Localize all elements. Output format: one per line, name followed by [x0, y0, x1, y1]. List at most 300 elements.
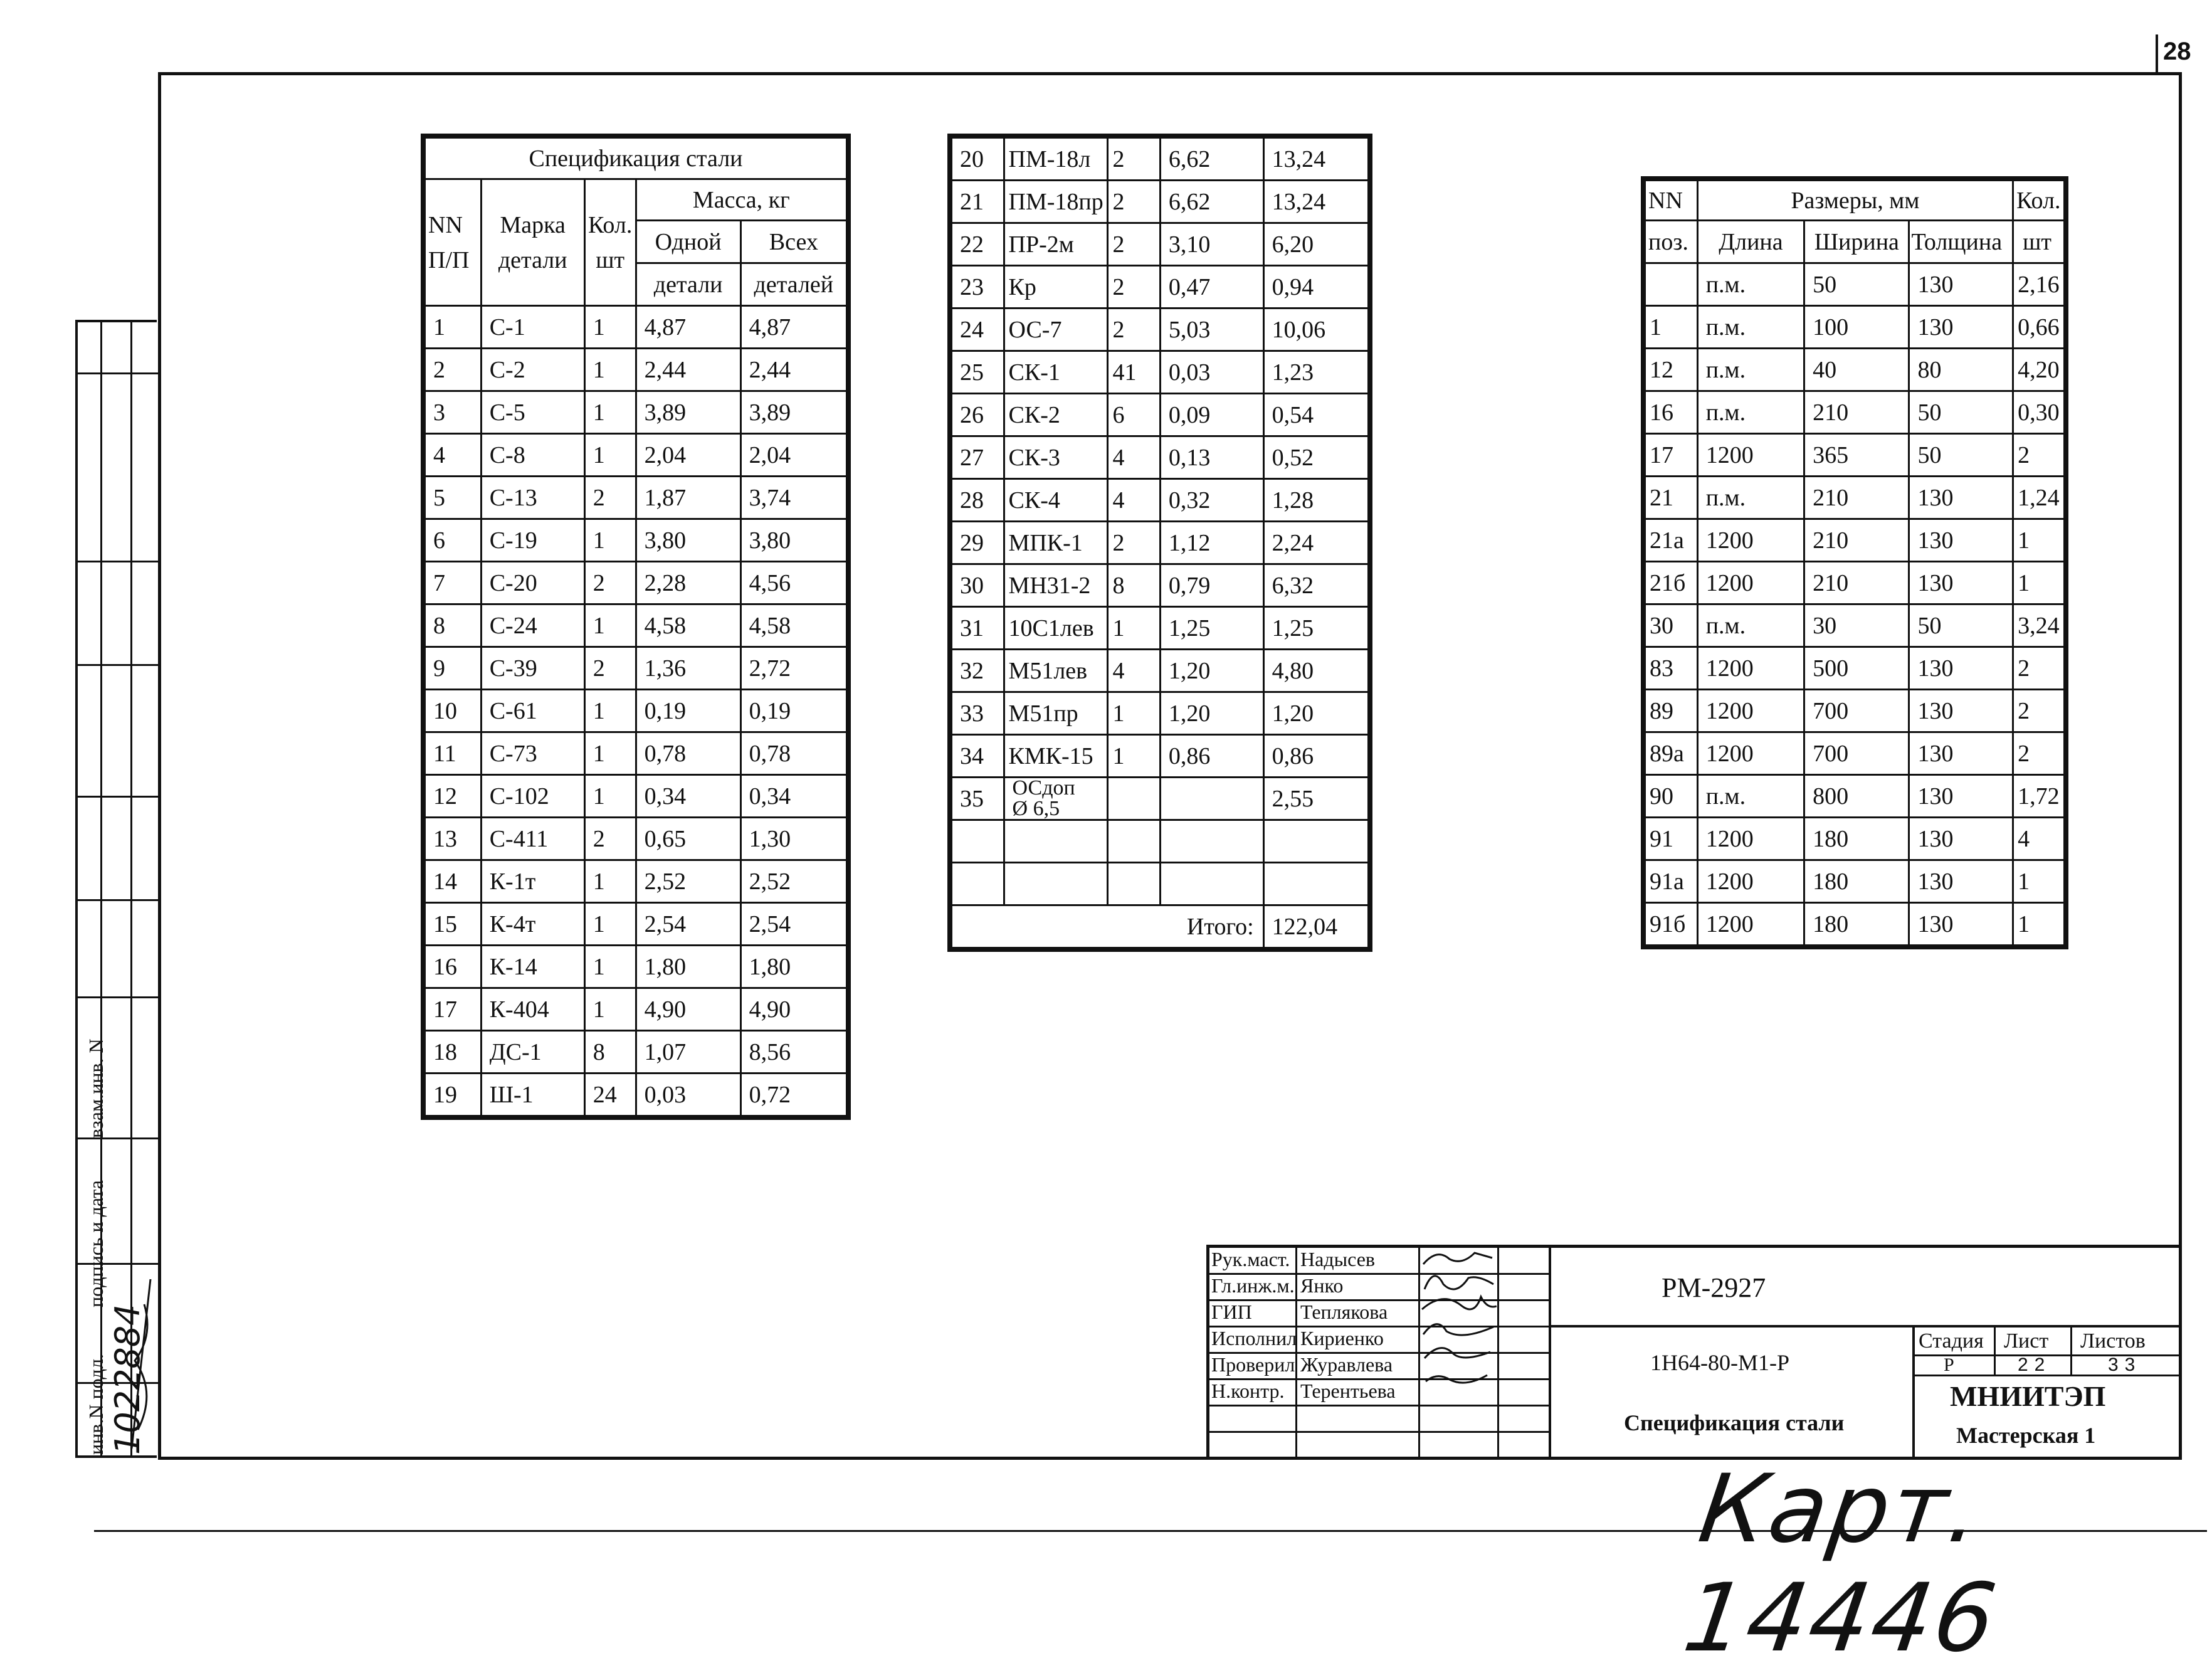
row35-mark: ОСдоп Ø 6,5: [1004, 778, 1108, 820]
table-row: [425, 946, 847, 988]
table-cell: К-404: [481, 988, 584, 1031]
table-cell: 28: [952, 479, 1004, 522]
table-cell: 50: [1909, 434, 2013, 477]
table-cell: п.м.: [1697, 604, 1804, 647]
table-cell: 3,89: [740, 391, 846, 434]
empty-cell: [1004, 820, 1108, 863]
table-cell: 0,79: [1160, 564, 1263, 607]
table-cell: 30: [952, 564, 1004, 607]
strip-line: [78, 372, 159, 374]
table-cell: 2: [1108, 309, 1160, 351]
table-cell: КМК-15: [1004, 735, 1108, 778]
table-cell: 3,80: [740, 519, 846, 562]
table-cell: 1200: [1697, 690, 1804, 732]
header-nn: NN П/П: [425, 179, 482, 306]
table-row: [425, 391, 847, 434]
table-cell: С-102: [481, 775, 584, 818]
table-cell: 13,24: [1263, 138, 1368, 181]
empty-cell: [1004, 863, 1108, 905]
table-row: [1645, 477, 2065, 519]
table-cell: 2: [425, 349, 482, 391]
table-cell: СК-1: [1004, 351, 1108, 394]
table-cell: С-19: [481, 519, 584, 562]
table-cell: 130: [1909, 562, 2013, 604]
table-cell: С-24: [481, 604, 584, 647]
table-cell: 365: [1804, 434, 1909, 477]
table-cell: СК-2: [1004, 394, 1108, 436]
table-cell: 4,87: [636, 306, 740, 349]
table-row: [1645, 562, 2065, 604]
table-cell: 1200: [1697, 860, 1804, 903]
table-cell: 3: [425, 391, 482, 434]
table-cell: 34: [952, 735, 1004, 778]
table-row: [952, 607, 1369, 650]
table-cell: 1: [584, 349, 636, 391]
table-cell: 17: [425, 988, 482, 1031]
table-cell: 1,25: [1160, 607, 1263, 650]
table-row: [952, 266, 1369, 309]
strip-line: [78, 996, 159, 998]
table-cell: 0,09: [1160, 394, 1263, 436]
table-cell: 18: [425, 1031, 482, 1074]
table-cell: 4: [1108, 436, 1160, 479]
tb-name: Терентьева: [1300, 1380, 1396, 1402]
table-cell: 24: [952, 309, 1004, 351]
table-cell: 91б: [1645, 903, 1698, 946]
workshop-name: Мастерская 1: [1956, 1423, 2096, 1448]
table-cell: 1: [584, 434, 636, 477]
table-cell: 1: [1108, 735, 1160, 778]
table-cell: 50: [1909, 604, 2013, 647]
table-cell: 1: [584, 775, 636, 818]
table-cell: 10: [425, 690, 482, 732]
table-row: [425, 775, 847, 818]
strip-signature: [125, 1267, 163, 1455]
table-cell: К-14: [481, 946, 584, 988]
header-mass-all-2: деталей: [740, 263, 846, 306]
table-cell: 210: [1804, 391, 1909, 434]
table-cell: 130: [1909, 306, 2013, 349]
table-title: Спецификация стали: [425, 138, 847, 179]
table-cell: 1200: [1697, 903, 1804, 946]
stage-value: Р: [1944, 1354, 1954, 1375]
table-cell: 14: [425, 860, 482, 903]
table-cell: 4: [2013, 818, 2065, 860]
table-cell: 4,20: [2013, 349, 2065, 391]
table-cell: 2: [584, 562, 636, 604]
table-cell: 0,65: [636, 818, 740, 860]
table-cell: 13: [425, 818, 482, 860]
table-cell: 41: [1108, 351, 1160, 394]
table-cell: 9: [425, 647, 482, 690]
table-cell: 1: [584, 860, 636, 903]
table-cell: ДС-1: [481, 1031, 584, 1074]
table-cell: 91а: [1645, 860, 1698, 903]
table-cell: 24: [584, 1074, 636, 1116]
header-qty: Кол. шт: [584, 179, 636, 306]
table-cell: К-4т: [481, 903, 584, 946]
signatures: [1418, 1247, 1500, 1410]
table-cell: 27: [952, 436, 1004, 479]
table-row: [425, 1031, 847, 1074]
table-row: [952, 479, 1369, 522]
empty-cell: [1108, 820, 1160, 863]
tb-name: Журавлева: [1300, 1353, 1393, 1376]
table-cell: С-73: [481, 732, 584, 775]
table-cell: 2: [1108, 266, 1160, 309]
table-cell: М51лев: [1004, 650, 1108, 692]
table-cell: 89а: [1645, 732, 1698, 775]
label-podpis-data: подпись и дата: [85, 1180, 107, 1307]
table-cell: 0,19: [740, 690, 846, 732]
table-cell: 22: [952, 223, 1004, 266]
table-cell: 130: [1909, 775, 2013, 818]
table-cell: 2: [584, 818, 636, 860]
table-cell: 1,20: [1263, 692, 1368, 735]
table-cell: 8: [1108, 564, 1160, 607]
table-cell: 26: [952, 394, 1004, 436]
table-cell: 90: [1645, 775, 1698, 818]
table-cell: 1,24: [2013, 477, 2065, 519]
table-cell: п.м.: [1697, 775, 1804, 818]
tb-row-line: [1206, 1431, 1549, 1433]
table-row: [1645, 519, 2065, 562]
table-cell: 0,30: [2013, 391, 2065, 434]
table-cell: 2: [1108, 181, 1160, 223]
table-cell: 13,24: [1263, 181, 1368, 223]
table-cell: 6: [425, 519, 482, 562]
table-cell: ПМ-18л: [1004, 138, 1108, 181]
strip-line: [78, 664, 159, 666]
table-cell: 1: [584, 690, 636, 732]
table-cell: 0,03: [1160, 351, 1263, 394]
table-cell: 3,10: [1160, 223, 1263, 266]
table-cell: 80: [1909, 349, 2013, 391]
table-cell: 210: [1804, 519, 1909, 562]
archive-stamp: Карт. 14446: [1677, 1455, 2005, 1673]
table-cell: 4,56: [740, 562, 846, 604]
table-cell: 3,89: [636, 391, 740, 434]
table-cell: МН31-2: [1004, 564, 1108, 607]
table-cell: 180: [1804, 818, 1909, 860]
table-cell: 2,16: [2013, 263, 2065, 306]
table-row: [425, 1074, 847, 1116]
table-cell: 800: [1804, 775, 1909, 818]
header-mass-one-2: детали: [636, 263, 740, 306]
table-cell: 1: [2013, 860, 2065, 903]
table-cell: 2: [1108, 138, 1160, 181]
table-row: [1645, 690, 2065, 732]
table-cell: 210: [1804, 477, 1909, 519]
table-row: [425, 732, 847, 775]
table-cell: 1,20: [1160, 650, 1263, 692]
table-cell: СК-4: [1004, 479, 1108, 522]
table-row: [1645, 903, 2065, 946]
table-cell: 1: [1645, 306, 1698, 349]
tb-role: Рук.маст.: [1211, 1248, 1290, 1270]
table-cell: 30: [1804, 604, 1909, 647]
header-pcs: шт: [2013, 221, 2065, 263]
tb-name: Янко: [1300, 1274, 1344, 1297]
table-cell: 91: [1645, 818, 1698, 860]
table-cell: МПК-1: [1004, 522, 1108, 564]
table-cell: С-1: [481, 306, 584, 349]
table-cell: 1: [2013, 519, 2065, 562]
table-cell: 21: [952, 181, 1004, 223]
table-cell: 100: [1804, 306, 1909, 349]
table-cell: 33: [952, 692, 1004, 735]
table-cell: 1,20: [1160, 692, 1263, 735]
table-cell: Кр: [1004, 266, 1108, 309]
table-cell: 1: [584, 946, 636, 988]
table-cell: 8: [584, 1031, 636, 1074]
table-row: [952, 351, 1369, 394]
table-cell: 0,86: [1263, 735, 1368, 778]
table-cell: 0,78: [740, 732, 846, 775]
table-cell: 0,34: [636, 775, 740, 818]
table-cell: 1,28: [1263, 479, 1368, 522]
tb-h: [1549, 1325, 2182, 1327]
table-cell: 8,56: [740, 1031, 846, 1074]
table-cell: 0,86: [1160, 735, 1263, 778]
table-cell: 21б: [1645, 562, 1698, 604]
table-cell: 3,24: [2013, 604, 2065, 647]
tb-v: [1912, 1325, 1915, 1460]
table-cell: 130: [1909, 732, 2013, 775]
table-cell: 1200: [1697, 519, 1804, 562]
table-cell: 40: [1804, 349, 1909, 391]
table-cell: 130: [1909, 818, 2013, 860]
sheets-value: 33: [2108, 1354, 2142, 1375]
tb-v: [1994, 1325, 1996, 1375]
header-mass-one-1: Одной: [636, 221, 740, 263]
table-cell: 1: [584, 903, 636, 946]
table-cell: ОС-7: [1004, 309, 1108, 351]
tb-role: Проверил: [1211, 1353, 1295, 1376]
table-cell: 1,87: [636, 477, 740, 519]
table-cell: 29: [952, 522, 1004, 564]
table-row: [952, 138, 1369, 181]
table-cell: 0,19: [636, 690, 740, 732]
header-length: Длина: [1697, 221, 1804, 263]
table-cell: 0,13: [1160, 436, 1263, 479]
row35-qty: [1108, 778, 1160, 820]
table-row: [425, 860, 847, 903]
table-cell: 5: [425, 477, 482, 519]
table-cell: 2,28: [636, 562, 740, 604]
strip-line: [78, 899, 159, 901]
table-cell: 1,36: [636, 647, 740, 690]
table-cell: 6: [1108, 394, 1160, 436]
table-cell: 1200: [1697, 434, 1804, 477]
table-cell: 700: [1804, 732, 1909, 775]
table-cell: С-2: [481, 349, 584, 391]
table-cell: 12: [1645, 349, 1698, 391]
tb-name: Надысев: [1300, 1248, 1375, 1270]
table-cell: 2: [2013, 647, 2065, 690]
table-row: [952, 692, 1369, 735]
table-cell: 1,80: [740, 946, 846, 988]
table-cell: 4: [1108, 479, 1160, 522]
table-cell: 2,24: [1263, 522, 1368, 564]
table-cell: 3,80: [636, 519, 740, 562]
table-cell: 10,06: [1263, 309, 1368, 351]
table-row: [1645, 604, 2065, 647]
table-cell: 20: [952, 138, 1004, 181]
sizes-table: [1644, 179, 2065, 946]
sheet-value: 22: [2018, 1354, 2051, 1375]
table-cell: 25: [952, 351, 1004, 394]
table-cell: С-5: [481, 391, 584, 434]
empty-cell: [1263, 820, 1368, 863]
table-cell: 17: [1645, 434, 1698, 477]
table-cell: 23: [952, 266, 1004, 309]
header-width: Ширина: [1804, 221, 1909, 263]
table-cell: 0,34: [740, 775, 846, 818]
table-row: [952, 735, 1369, 778]
table-cell: С-411: [481, 818, 584, 860]
tb-col: [1549, 1245, 1551, 1460]
table-cell: 1: [425, 306, 482, 349]
table-cell: 4,58: [636, 604, 740, 647]
table-cell: 2: [584, 477, 636, 519]
table-cell: 2,72: [740, 647, 846, 690]
table-cell: 1: [584, 604, 636, 647]
table-cell: 210: [1804, 562, 1909, 604]
table-cell: 2,04: [740, 434, 846, 477]
table-cell: 1: [584, 391, 636, 434]
table-cell: 30: [1645, 604, 1698, 647]
table-row: [952, 522, 1369, 564]
table-row: [425, 647, 847, 690]
steel-spec-table-2: [951, 137, 1369, 949]
table-cell: 1,12: [1160, 522, 1263, 564]
table-cell: 1: [584, 519, 636, 562]
stage-label: Стадия: [1919, 1329, 1984, 1353]
table-cell: 1200: [1697, 732, 1804, 775]
table-cell: 4,90: [636, 988, 740, 1031]
table-cell: 2,44: [636, 349, 740, 391]
org-name: МНИИТЭП: [1950, 1380, 2106, 1412]
table-cell: ПМ-18пр: [1004, 181, 1108, 223]
table-cell: 1: [584, 306, 636, 349]
table-cell: 21а: [1645, 519, 1698, 562]
table-cell: п.м.: [1697, 391, 1804, 434]
table-cell: 4,80: [1263, 650, 1368, 692]
table-cell: 130: [1909, 690, 2013, 732]
tb-name: Теплякова: [1300, 1301, 1388, 1323]
table-row: [1645, 860, 2065, 903]
tb-role: Н.контр.: [1211, 1380, 1285, 1402]
table-cell: 1,72: [2013, 775, 2065, 818]
table-cell: 1,25: [1263, 607, 1368, 650]
table-cell: С-20: [481, 562, 584, 604]
table-row: [425, 349, 847, 391]
doc-code: РМ-2927: [1662, 1272, 1766, 1303]
table-row: [425, 562, 847, 604]
table-row: [1645, 263, 2065, 306]
table-cell: 130: [1909, 263, 2013, 306]
table-cell: 130: [1909, 519, 2013, 562]
table-cell: 500: [1804, 647, 1909, 690]
table-cell: 2: [2013, 434, 2065, 477]
table-row: [1645, 349, 2065, 391]
table-row: [952, 181, 1369, 223]
table-cell: 1200: [1697, 562, 1804, 604]
header-nn: NN: [1645, 181, 1698, 221]
table-cell: 0,52: [1263, 436, 1368, 479]
table-cell: 700: [1804, 690, 1909, 732]
table-cell: п.м.: [1697, 349, 1804, 391]
empty-cell: [952, 863, 1004, 905]
table-cell: 6,20: [1263, 223, 1368, 266]
tb-role: ГИП: [1211, 1301, 1252, 1323]
table-cell: 2,54: [636, 903, 740, 946]
table-cell: 180: [1804, 860, 1909, 903]
table-cell: С-8: [481, 434, 584, 477]
sheets-label: Листов: [2080, 1329, 2146, 1353]
table-cell: 12: [425, 775, 482, 818]
table-row: [1645, 391, 2065, 434]
table-cell: К-1т: [481, 860, 584, 903]
table-row: [952, 650, 1369, 692]
table-cell: 130: [1909, 647, 2013, 690]
inv-number-handwritten: 1022884: [108, 1304, 147, 1455]
table-cell: 2: [2013, 690, 2065, 732]
table-cell: С-39: [481, 647, 584, 690]
table-cell: Ш-1: [481, 1074, 584, 1116]
table-cell: 1,30: [740, 818, 846, 860]
table-cell: 2: [1108, 223, 1160, 266]
table-row: [425, 477, 847, 519]
table-cell: 1: [1108, 607, 1160, 650]
table-row: [1645, 732, 2065, 775]
header-mass: Масса, кг: [636, 179, 846, 221]
table-cell: 1,23: [1263, 351, 1368, 394]
sheet-corner-number: 28: [2163, 38, 2191, 65]
table-cell: 2,54: [740, 903, 846, 946]
table-row: [425, 519, 847, 562]
total-value: 122,04: [1263, 905, 1368, 948]
table-cell: 8: [425, 604, 482, 647]
table-row: [425, 604, 847, 647]
table-cell: 2: [2013, 732, 2065, 775]
total-label: Итого:: [952, 905, 1264, 948]
table-cell: 0,66: [2013, 306, 2065, 349]
table-cell: 11: [425, 732, 482, 775]
sheet-label: Лист: [2004, 1329, 2049, 1353]
table-cell: 31: [952, 607, 1004, 650]
table-cell: 7: [425, 562, 482, 604]
table-row: [1645, 647, 2065, 690]
label-vzam-inv: взам.инв. N: [85, 1038, 107, 1138]
table-cell: 2: [584, 647, 636, 690]
table-cell: 4,58: [740, 604, 846, 647]
table-row: [425, 988, 847, 1031]
table-cell: ПР-2м: [1004, 223, 1108, 266]
table-row: [425, 434, 847, 477]
row35-total: 2,55: [1263, 778, 1368, 820]
row35-one: [1160, 778, 1263, 820]
table-cell: 4: [1108, 650, 1160, 692]
table-cell: 0,78: [636, 732, 740, 775]
label-inv-podl: инв.N подл.: [85, 1354, 107, 1455]
table-cell: 130: [1909, 477, 2013, 519]
table-cell: 2,04: [636, 434, 740, 477]
empty-cell: [1263, 863, 1368, 905]
project-code: 1Н64-80-М1-Р: [1650, 1350, 1789, 1375]
table-cell: 2: [1108, 522, 1160, 564]
